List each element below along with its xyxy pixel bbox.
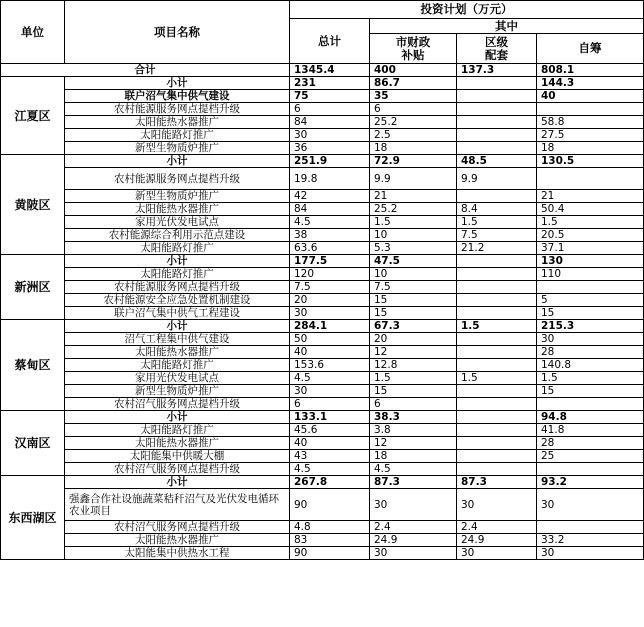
project-name-cell: 强鑫合作社设施蔬菜秸秆沼气及光伏发电循环农业项目	[65, 489, 290, 521]
table-row	[1, 398, 644, 411]
self-raised-cell: 140.8	[537, 359, 644, 372]
district-cell	[457, 294, 537, 307]
project-name-cell: 小计	[65, 320, 290, 333]
project-name-cell: 太阳能热水器推广	[65, 534, 290, 547]
city-finance-cell: 15	[370, 294, 457, 307]
total-cell: 177.5	[290, 255, 370, 268]
self-raised-cell: 58.8	[537, 116, 644, 129]
district-cell	[457, 190, 537, 203]
self-raised-cell: 40	[537, 90, 644, 103]
project-name-cell: 农村能源服务网点提档升级	[65, 103, 290, 116]
table-row	[1, 359, 644, 372]
total-cell: 4.5	[290, 216, 370, 229]
district-cell: 48.5	[457, 155, 537, 168]
district-cell	[457, 90, 537, 103]
total-cell: 43	[290, 450, 370, 463]
city-finance-cell: 12	[370, 437, 457, 450]
total-cell: 6	[290, 398, 370, 411]
self-raised-cell: 27.5	[537, 129, 644, 142]
table-row	[1, 155, 644, 168]
district-cell: 7.5	[457, 229, 537, 242]
district-cell: 87.3	[457, 476, 537, 489]
table-row	[1, 90, 644, 103]
project-name-cell: 家用光伏发电试点	[65, 216, 290, 229]
total-cell: 40	[290, 346, 370, 359]
self-raised-cell: 50.4	[537, 203, 644, 216]
city-finance-cell: 18	[370, 450, 457, 463]
project-name-cell: 太阳能路灯推广	[65, 359, 290, 372]
project-name-cell: 小计	[65, 476, 290, 489]
district-cell	[457, 437, 537, 450]
project-name-cell: 小计	[65, 411, 290, 424]
project-name-cell: 农村能源服务网点提档升级	[65, 281, 290, 294]
total-cell: 251.9	[290, 155, 370, 168]
city-finance-cell: 5.3	[370, 242, 457, 255]
table-row	[1, 307, 644, 320]
header-city-finance: 市财政 补贴	[370, 34, 457, 64]
project-name-cell: 家用光伏发电试点	[65, 372, 290, 385]
city-finance-cell: 47.5	[370, 255, 457, 268]
unit-cell: 江夏区	[1, 77, 65, 155]
city-finance-cell: 6	[370, 398, 457, 411]
city-finance-cell: 25.2	[370, 116, 457, 129]
table-row	[1, 333, 644, 346]
table-row	[1, 168, 644, 190]
total-cell: 4.5	[290, 372, 370, 385]
self-raised-cell	[537, 103, 644, 116]
city-finance-cell: 12.8	[370, 359, 457, 372]
header-unit: 单位	[1, 1, 65, 64]
district-cell: 9.9	[457, 168, 537, 190]
total-cell: 83	[290, 534, 370, 547]
table-row	[1, 385, 644, 398]
self-raised-cell: 28	[537, 437, 644, 450]
project-name-cell: 农村能源综合利用示范点建设	[65, 229, 290, 242]
header-investment-plan: 投资计划（万元）	[290, 1, 644, 19]
district-cell	[457, 424, 537, 437]
self-raised-cell: 30	[537, 333, 644, 346]
district-cell	[457, 129, 537, 142]
project-name-cell: 太阳能路灯推广	[65, 268, 290, 281]
district-cell	[457, 411, 537, 424]
district-cell: 30	[457, 489, 537, 521]
unit-cell: 蔡甸区	[1, 320, 65, 411]
district-cell: 1.5	[457, 216, 537, 229]
self-raised-cell: 94.8	[537, 411, 644, 424]
total-cell: 4.8	[290, 521, 370, 534]
district-cell: 30	[457, 547, 537, 560]
project-name-cell: 农村沼气服务网点提档升级	[65, 521, 290, 534]
project-name-cell: 联户沼气集中供气工程建设	[65, 307, 290, 320]
self-raised-cell: 33.2	[537, 534, 644, 547]
unit-cell: 新洲区	[1, 255, 65, 320]
district-cell	[457, 77, 537, 90]
district-cell	[457, 103, 537, 116]
self-raised-cell: 215.3	[537, 320, 644, 333]
city-finance-cell: 20	[370, 333, 457, 346]
self-raised-cell: 1.5	[537, 372, 644, 385]
header-project-name: 项目名称	[65, 1, 290, 64]
grand-total-district: 137.3	[457, 64, 537, 77]
table-row	[1, 534, 644, 547]
unit-cell: 东西湖区	[1, 476, 65, 560]
city-finance-cell: 87.3	[370, 476, 457, 489]
total-cell: 84	[290, 203, 370, 216]
city-finance-cell: 10	[370, 268, 457, 281]
table-row	[1, 281, 644, 294]
city-finance-cell: 30	[370, 547, 457, 560]
project-name-cell: 农村能源安全应急处置机制建设	[65, 294, 290, 307]
total-cell: 36	[290, 142, 370, 155]
self-raised-cell	[537, 521, 644, 534]
table-row	[1, 437, 644, 450]
total-cell: 4.5	[290, 463, 370, 476]
self-raised-cell: 15	[537, 385, 644, 398]
unit-cell: 汉南区	[1, 411, 65, 476]
self-raised-cell: 144.3	[537, 77, 644, 90]
district-cell: 21.2	[457, 242, 537, 255]
city-finance-cell: 4.5	[370, 463, 457, 476]
self-raised-cell: 20.5	[537, 229, 644, 242]
total-cell: 30	[290, 129, 370, 142]
district-cell	[457, 116, 537, 129]
city-finance-cell: 86.7	[370, 77, 457, 90]
project-name-cell: 小计	[65, 155, 290, 168]
project-name-cell: 新型生物质炉推广	[65, 142, 290, 155]
total-cell: 267.8	[290, 476, 370, 489]
city-finance-cell: 3.8	[370, 424, 457, 437]
self-raised-cell: 5	[537, 294, 644, 307]
city-finance-cell: 10	[370, 229, 457, 242]
city-finance-cell: 7.5	[370, 281, 457, 294]
table-row	[1, 216, 644, 229]
project-name-cell: 新型生物质炉推广	[65, 385, 290, 398]
district-cell	[457, 333, 537, 346]
table-row	[1, 255, 644, 268]
city-finance-cell: 21	[370, 190, 457, 203]
project-name-cell: 农村能源服务网点提档升级	[65, 168, 290, 190]
self-raised-cell: 93.2	[537, 476, 644, 489]
project-name-cell: 太阳能集中供热水工程	[65, 547, 290, 560]
table-row	[1, 476, 644, 489]
total-cell: 133.1	[290, 411, 370, 424]
self-raised-cell: 28	[537, 346, 644, 359]
project-name-cell: 太阳能集中供暖大棚	[65, 450, 290, 463]
total-cell: 50	[290, 333, 370, 346]
table-row	[1, 268, 644, 281]
city-finance-cell: 1.5	[370, 216, 457, 229]
city-finance-cell: 67.3	[370, 320, 457, 333]
city-finance-cell: 2.5	[370, 129, 457, 142]
table-row	[1, 320, 644, 333]
district-cell: 8.4	[457, 203, 537, 216]
total-cell: 90	[290, 489, 370, 521]
grand-total-label: 合计	[1, 64, 290, 77]
district-cell: 1.5	[457, 320, 537, 333]
district-cell	[457, 281, 537, 294]
district-cell	[457, 255, 537, 268]
city-finance-cell: 18	[370, 142, 457, 155]
table-row	[1, 190, 644, 203]
district-cell	[457, 142, 537, 155]
total-cell: 90	[290, 547, 370, 560]
table-row	[1, 547, 644, 560]
table-row	[1, 116, 644, 129]
grand-total-city: 400	[370, 64, 457, 77]
project-name-cell: 太阳能热水器推广	[65, 437, 290, 450]
header-total: 总计	[290, 19, 370, 64]
self-raised-cell: 41.8	[537, 424, 644, 437]
table-row	[1, 103, 644, 116]
table-row	[1, 463, 644, 476]
city-finance-cell: 35	[370, 90, 457, 103]
district-cell	[457, 359, 537, 372]
project-name-cell: 太阳能热水器推广	[65, 346, 290, 359]
total-cell: 30	[290, 307, 370, 320]
project-name-cell: 农村沼气服务网点提档升级	[65, 398, 290, 411]
city-finance-cell: 30	[370, 489, 457, 521]
project-name-cell: 沼气工程集中供气建设	[65, 333, 290, 346]
table-row	[1, 521, 644, 534]
district-cell	[457, 463, 537, 476]
project-name-cell: 太阳能路灯推广	[65, 242, 290, 255]
district-cell	[457, 450, 537, 463]
total-cell: 45.6	[290, 424, 370, 437]
total-cell: 20	[290, 294, 370, 307]
city-finance-cell: 9.9	[370, 168, 457, 190]
total-cell: 38	[290, 229, 370, 242]
project-name-cell: 太阳能热水器推广	[65, 203, 290, 216]
district-cell	[457, 385, 537, 398]
project-name-cell: 小计	[65, 255, 290, 268]
project-name-cell: 新型生物质炉推广	[65, 190, 290, 203]
self-raised-cell	[537, 168, 644, 190]
total-cell: 120	[290, 268, 370, 281]
city-finance-cell: 24.9	[370, 534, 457, 547]
self-raised-cell: 30	[537, 489, 644, 521]
city-finance-cell: 15	[370, 307, 457, 320]
total-cell: 231	[290, 77, 370, 90]
total-cell: 6	[290, 103, 370, 116]
self-raised-cell: 21	[537, 190, 644, 203]
self-raised-cell	[537, 398, 644, 411]
district-cell	[457, 398, 537, 411]
table-row	[1, 450, 644, 463]
self-raised-cell	[537, 281, 644, 294]
self-raised-cell: 15	[537, 307, 644, 320]
district-cell: 24.9	[457, 534, 537, 547]
total-cell: 40	[290, 437, 370, 450]
table-row	[1, 346, 644, 359]
grand-total-row	[1, 64, 644, 77]
city-finance-cell: 15	[370, 385, 457, 398]
self-raised-cell: 110	[537, 268, 644, 281]
self-raised-cell: 130	[537, 255, 644, 268]
table-row	[1, 411, 644, 424]
district-cell: 1.5	[457, 372, 537, 385]
self-raised-cell: 25	[537, 450, 644, 463]
total-cell: 84	[290, 116, 370, 129]
project-name-cell: 太阳能路灯推广	[65, 129, 290, 142]
total-cell: 284.1	[290, 320, 370, 333]
total-cell: 30	[290, 385, 370, 398]
city-finance-cell: 12	[370, 346, 457, 359]
city-finance-cell: 2.4	[370, 521, 457, 534]
header-self-raised: 自筹	[537, 34, 644, 64]
project-name-cell: 太阳能路灯推广	[65, 424, 290, 437]
city-finance-cell: 72.9	[370, 155, 457, 168]
table-row	[1, 294, 644, 307]
table-row	[1, 142, 644, 155]
header-district: 区级 配套	[457, 34, 537, 64]
table-row	[1, 77, 644, 90]
total-cell: 7.5	[290, 281, 370, 294]
total-cell: 153.6	[290, 359, 370, 372]
self-raised-cell: 18	[537, 142, 644, 155]
project-name-cell: 农村沼气服务网点提档升级	[65, 463, 290, 476]
table-row	[1, 129, 644, 142]
self-raised-cell: 1.5	[537, 216, 644, 229]
project-name-cell: 太阳能热水器推广	[65, 116, 290, 129]
unit-cell: 黄陂区	[1, 155, 65, 255]
city-finance-cell: 25.2	[370, 203, 457, 216]
project-name-cell: 小计	[65, 77, 290, 90]
district-cell	[457, 307, 537, 320]
table-row	[1, 424, 644, 437]
table-row	[1, 489, 644, 521]
total-cell: 75	[290, 90, 370, 103]
grand-total-total: 1345.4	[290, 64, 370, 77]
city-finance-cell: 38.3	[370, 411, 457, 424]
district-cell	[457, 268, 537, 281]
city-finance-cell: 1.5	[370, 372, 457, 385]
table-row	[1, 229, 644, 242]
self-raised-cell: 37.1	[537, 242, 644, 255]
grand-total-self: 808.1	[537, 64, 644, 77]
city-finance-cell: 6	[370, 103, 457, 116]
table-body	[1, 64, 644, 560]
district-cell	[457, 346, 537, 359]
table-row	[1, 203, 644, 216]
total-cell: 19.8	[290, 168, 370, 190]
header-of-which: 其中	[370, 19, 644, 34]
table-row	[1, 242, 644, 255]
total-cell: 42	[290, 190, 370, 203]
self-raised-cell: 30	[537, 547, 644, 560]
self-raised-cell	[537, 463, 644, 476]
project-name-cell: 联户沼气集中供气建设	[65, 90, 290, 103]
district-cell: 2.4	[457, 521, 537, 534]
self-raised-cell: 130.5	[537, 155, 644, 168]
total-cell: 63.6	[290, 242, 370, 255]
table-row	[1, 372, 644, 385]
